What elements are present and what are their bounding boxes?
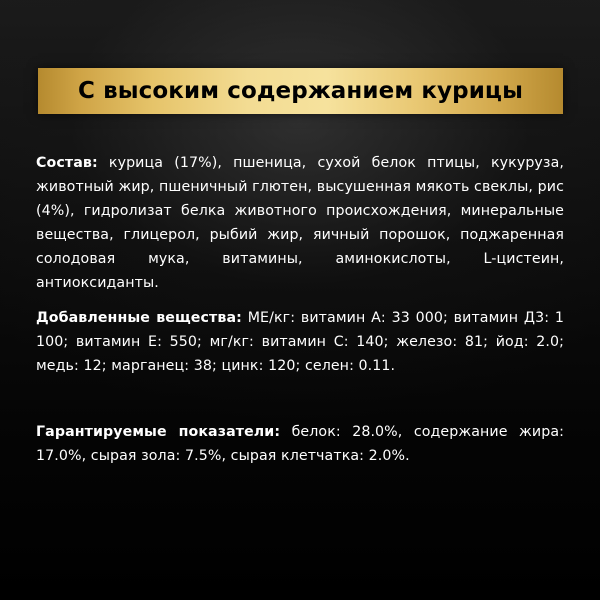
additives-paragraph — [36, 306, 564, 378]
composition-paragraph — [36, 151, 564, 295]
guaranteed-analysis-text: белок: 28.0%, содержание жира: 17.0%, сырая зола: 7.5%, сырая клетчатка: 2.0%. — [36, 424, 564, 464]
guaranteed-analysis-paragraph — [36, 420, 564, 468]
additives-label: Добавленные вещества: — [36, 310, 242, 326]
guaranteed-analysis-label: Гарантируемые показатели: — [36, 424, 281, 440]
title-banner — [38, 68, 563, 114]
composition-text: курица (17%), пшеница, сухой белок птицы, кукуруза, животный жир, пшеничный глютен, высушенная мякоть свеклы, рис (4%), гидролизат белка животного происхождения, минеральные вещества, глицерол, рыбий жир, яичный порошок, поджаренная солодовая мука, витамины, аминокислоты, L-цистеин, антиоксиданты. — [36, 155, 564, 291]
additives-text: МЕ/кг: витамин А: 33 000; витамин Д3: 1 100; витамин Е: 550; мг/кг: витамин С: 140; железо: 81; йод: 2.0; медь: 12; марганец: 38; цинк: 120; селен: 0.11. — [36, 310, 564, 374]
composition-label: Состав: — [36, 155, 98, 171]
banner-title: С высоким содержанием курицы — [78, 78, 523, 104]
